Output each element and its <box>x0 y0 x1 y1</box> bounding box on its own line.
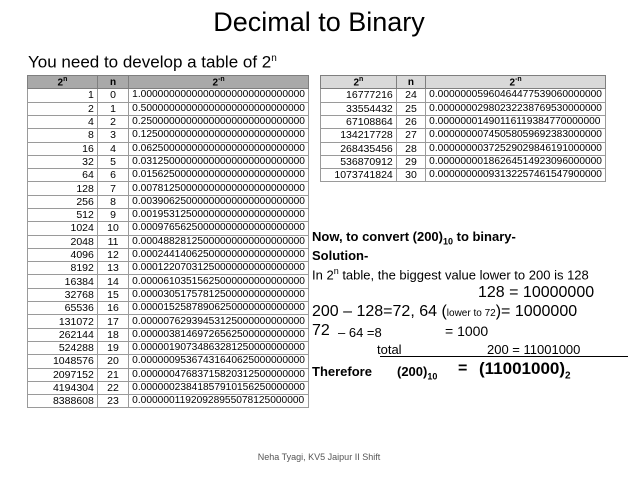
table-header-row <box>28 76 309 89</box>
table-row <box>321 169 606 182</box>
solution-line-convert: Now, to convert $(200)_{10}$ to binary- <box>312 229 516 247</box>
table-row <box>321 155 606 168</box>
solution-total-value: 200 = 11001000 <box>487 342 581 357</box>
neg-pow-cell: 0.00195312500000000000000000000 <box>129 209 309 222</box>
table-row <box>28 129 309 142</box>
n-cell: 12 <box>97 248 128 261</box>
pow-cell: 8192 <box>28 262 98 275</box>
neg-pow-cell: 0.00000095367431640625000000000 <box>129 355 309 368</box>
pow-cell: 1024 <box>28 222 98 235</box>
pow-cell: 1073741824 <box>321 169 397 182</box>
table-row <box>28 341 309 354</box>
footer-credit: Neha Tyagi, KV5 Jaipur II Shift <box>257 452 381 462</box>
n-cell: 23 <box>97 395 128 408</box>
n-cell: 2 <box>97 115 128 128</box>
neg-pow-cell: 0.00003051757812500000000000000 <box>129 288 309 301</box>
pow-cell: 128 <box>28 182 98 195</box>
pow-cell: 131072 <box>28 315 98 328</box>
table-row <box>28 235 309 248</box>
table-row <box>321 89 606 102</box>
pow-cell: 8388608 <box>28 395 98 408</box>
solution-line-72-minus: – 64 =8 <box>338 325 382 340</box>
pow-cell: 2097152 <box>28 368 98 381</box>
neg-pow-cell: 0.12500000000000000000000000000 <box>129 129 309 142</box>
header-pow: 2$^n$ <box>321 76 397 89</box>
solution-line-72-result: = 1000 <box>445 323 489 339</box>
table-row <box>321 129 606 142</box>
table-row <box>28 328 309 341</box>
pow-cell: 1 <box>28 89 98 102</box>
table-row <box>28 182 309 195</box>
total-divider <box>380 356 628 357</box>
pow-cell: 1048576 <box>28 355 98 368</box>
subtitle-sup: n <box>271 53 277 64</box>
pow-cell: 134217728 <box>321 129 397 142</box>
neg-pow-cell: 0.00000023841857910156250000000 <box>129 381 309 394</box>
n-cell: 9 <box>97 209 128 222</box>
solution-line-table: In 2$^n$ table, the biggest value lower to 200 is 128 <box>312 266 589 283</box>
neg-pow-cell: 0.00000000372529029846191000000 <box>426 142 606 155</box>
pow-cell: 16 <box>28 142 98 155</box>
pow-cell: 256 <box>28 195 98 208</box>
table-row <box>28 155 309 168</box>
pow-cell: 2 <box>28 102 98 115</box>
table-row <box>28 195 309 208</box>
n-cell: 7 <box>97 182 128 195</box>
pow-cell: 67108864 <box>321 115 397 128</box>
solution-line-72: 72 <box>312 322 330 339</box>
solution-therefore-result: $(11001000)_2$ <box>479 359 571 382</box>
pow-cell: 32 <box>28 155 98 168</box>
n-cell: 8 <box>97 195 128 208</box>
pow-cell: 4 <box>28 115 98 128</box>
neg-pow-cell: 0.00000762939453125000000000000 <box>129 315 309 328</box>
neg-pow-cell: 0.00000047683715820312500000000 <box>129 368 309 381</box>
n-cell: 26 <box>396 115 425 128</box>
table-row <box>28 315 309 328</box>
neg-pow-cell: 0.06250000000000000000000000000 <box>129 142 309 155</box>
pow-cell: 16384 <box>28 275 98 288</box>
powers-table-left <box>27 75 309 408</box>
n-cell: 25 <box>396 102 425 115</box>
n-cell: 0 <box>97 89 128 102</box>
neg-pow-cell: 0.00012207031250000000000000000 <box>129 262 309 275</box>
table-row <box>28 248 309 261</box>
solution-line-128: 128 = 10000000 <box>478 284 595 301</box>
pow-cell: 65536 <box>28 302 98 315</box>
neg-pow-cell: 0.50000000000000000000000000000 <box>129 102 309 115</box>
n-cell: 30 <box>396 169 425 182</box>
table-header-row <box>321 76 606 89</box>
header-neg: $2^{-n}$ <box>129 76 309 89</box>
n-cell: 20 <box>97 355 128 368</box>
neg-pow-cell: 0.00000000093132257461547900000 <box>426 169 606 182</box>
n-cell: 24 <box>396 89 425 102</box>
n-cell: 6 <box>97 169 128 182</box>
header-n: n <box>97 76 128 89</box>
table-row <box>28 169 309 182</box>
table-row <box>28 209 309 222</box>
pow-cell: 262144 <box>28 328 98 341</box>
pow-cell: 33554432 <box>321 102 397 115</box>
pow-cell: 16777216 <box>321 89 397 102</box>
pow-cell: 268435456 <box>321 142 397 155</box>
neg-pow-cell: 0.00024414062500000000000000000 <box>129 248 309 261</box>
table-row <box>28 395 309 408</box>
table-row <box>321 142 606 155</box>
n-cell: 29 <box>396 155 425 168</box>
solution-therefore: Therefore <box>312 364 372 379</box>
neg-pow-cell: 0.00048828125000000000000000000 <box>129 235 309 248</box>
pow-cell: 536870912 <box>321 155 397 168</box>
table-row <box>28 302 309 315</box>
neg-pow-cell: 0.00006103515625000000000000000 <box>129 275 309 288</box>
table-row <box>28 102 309 115</box>
table-row <box>28 381 309 394</box>
n-cell: 22 <box>97 381 128 394</box>
neg-pow-cell: 0.00000000745058059692383000000 <box>426 129 606 142</box>
neg-pow-cell: 0.03125000000000000000000000000 <box>129 155 309 168</box>
subtitle-text: You need to develop a table of 2 <box>28 52 272 72</box>
n-cell: 16 <box>97 302 128 315</box>
table-row <box>28 288 309 301</box>
n-cell: 15 <box>97 288 128 301</box>
neg-pow-cell: 0.00097656250000000000000000000 <box>129 222 309 235</box>
subtitle <box>28 48 277 74</box>
pow-cell: 2048 <box>28 235 98 248</box>
pow-cell: 8 <box>28 129 98 142</box>
n-cell: 11 <box>97 235 128 248</box>
pow-cell: 512 <box>28 209 98 222</box>
solution-heading: Solution- <box>312 248 369 263</box>
n-cell: 17 <box>97 315 128 328</box>
n-cell: 14 <box>97 275 128 288</box>
header-n: n <box>396 76 425 89</box>
n-cell: 4 <box>97 142 128 155</box>
table-row <box>28 275 309 288</box>
table-row <box>28 355 309 368</box>
neg-pow-cell: 0.00000190734863281250000000000 <box>129 341 309 354</box>
table-row <box>28 368 309 381</box>
neg-pow-cell: 1.00000000000000000000000000000 <box>129 89 309 102</box>
pow-cell: 4194304 <box>28 381 98 394</box>
neg-pow-cell: 0.00000002980232238769530000000 <box>426 102 606 115</box>
table-row <box>28 262 309 275</box>
neg-pow-cell: 0.01562500000000000000000000000 <box>129 169 309 182</box>
page-title: Decimal to Binary <box>213 7 425 37</box>
pow-cell: 524288 <box>28 341 98 354</box>
n-cell: 18 <box>97 328 128 341</box>
n-cell: 21 <box>97 368 128 381</box>
solution-total-label: total <box>377 342 402 357</box>
table-row <box>28 222 309 235</box>
solution-therefore-num: $(200)_{10}$ <box>397 364 438 382</box>
pow-cell: 32768 <box>28 288 98 301</box>
neg-pow-cell: 0.00390625000000000000000000000 <box>129 195 309 208</box>
header-neg: $2^{-n}$ <box>426 76 606 89</box>
neg-pow-cell: 0.00000011920928955078125000000 <box>129 395 309 408</box>
n-cell: 27 <box>396 129 425 142</box>
n-cell: 1 <box>97 102 128 115</box>
n-cell: 5 <box>97 155 128 168</box>
n-cell: 13 <box>97 262 128 275</box>
neg-pow-cell: 0.00000005960464477539060000000 <box>426 89 606 102</box>
powers-table-right <box>320 75 606 182</box>
table-row <box>321 102 606 115</box>
neg-pow-cell: 0.00001525878906250000000000000 <box>129 302 309 315</box>
table-row <box>28 89 309 102</box>
neg-pow-cell: 0.25000000000000000000000000000 <box>129 115 309 128</box>
neg-pow-cell: 0.00781250000000000000000000000 <box>129 182 309 195</box>
pow-cell: 64 <box>28 169 98 182</box>
neg-pow-cell: 0.00000381469726562500000000000 <box>129 328 309 341</box>
table-row <box>28 142 309 155</box>
solution-therefore-eq: = <box>458 360 468 377</box>
n-cell: 3 <box>97 129 128 142</box>
n-cell: 28 <box>396 142 425 155</box>
pow-cell: 4096 <box>28 248 98 261</box>
neg-pow-cell: 0.00000001490116119384770000000 <box>426 115 606 128</box>
n-cell: 19 <box>97 341 128 354</box>
neg-pow-cell: 0.00000000186264514923096000000 <box>426 155 606 168</box>
header-pow: 2$^n$ <box>28 76 98 89</box>
solution-line-200: 200 – 128=72, 64 (lower to 72)= 1000000 <box>312 303 578 320</box>
n-cell: 10 <box>97 222 128 235</box>
table-row <box>321 115 606 128</box>
table-row <box>28 115 309 128</box>
